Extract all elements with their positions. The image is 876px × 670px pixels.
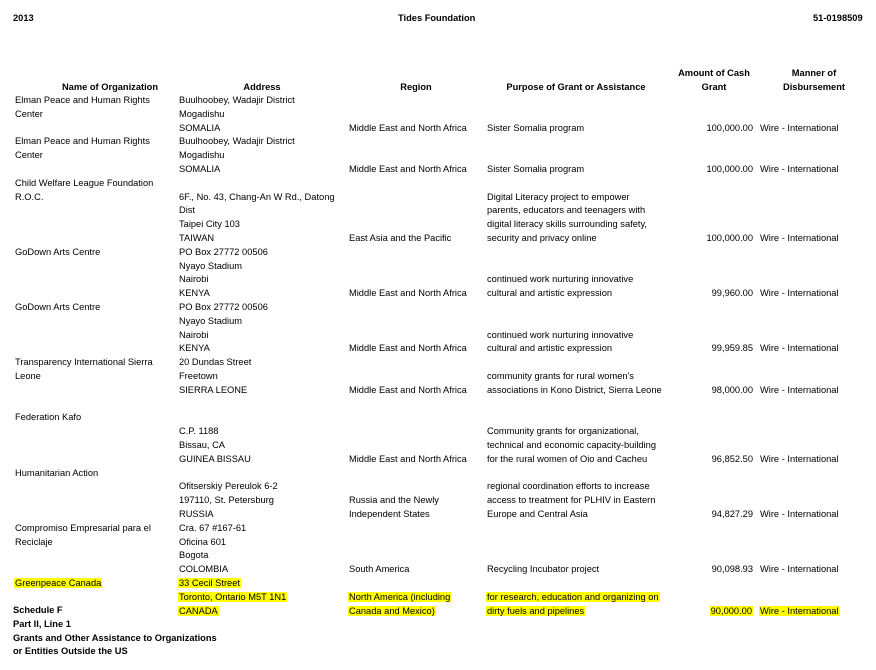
org-name-line: GoDown Arts Centre	[15, 302, 101, 312]
org-name-line: Greenpeace Canada	[15, 578, 102, 588]
disbursement-method: Wire - International	[760, 453, 839, 464]
address-line: C.P. 1188	[179, 426, 219, 437]
address-line: PO Box 27772 00506	[179, 302, 268, 312]
org-name-line: Leone	[15, 371, 41, 381]
address-line: TAIWAN	[179, 233, 215, 243]
address-line: Nyayo Stadium	[179, 315, 243, 326]
disbursement-method: Wire - International	[760, 122, 839, 133]
column-header-purpose: Purpose of Grant or Assistance	[506, 82, 646, 92]
address-line: Buulhoobey, Wadajir District	[179, 95, 295, 105]
org-name-line: Transparency International Sierra	[15, 357, 153, 368]
address-line: SOMALIA	[179, 164, 221, 174]
org-name-line: Center	[15, 150, 43, 161]
region-line: Middle East and North Africa	[349, 343, 467, 354]
purpose-line: digital literacy skills surrounding safety,	[487, 219, 648, 230]
purpose-line: security and privacy online	[487, 233, 597, 243]
address-line: Toronto, Ontario M5T 1N1	[179, 591, 287, 602]
purpose-line: continued work nurturing innovative	[487, 329, 634, 340]
disbursement-method: Wire - International	[760, 605, 839, 616]
purpose-line: Digital Literacy project to empower	[487, 191, 630, 202]
disbursement-method: Wire - International	[760, 509, 839, 519]
footer-line: Grants and Other Assistance to Organizations	[13, 632, 217, 643]
address-line: GUINEA BISSAU	[179, 453, 251, 464]
schedule-footer	[13, 604, 217, 659]
address-line: SIERRA LEONE	[179, 384, 248, 395]
address-line: Buulhoobey, Wadajir District	[179, 136, 295, 147]
grant-amount: 100,000.00	[706, 122, 753, 133]
grant-amount: 100,000.00	[706, 233, 753, 243]
region-line: North America (including	[349, 591, 451, 602]
address-line: KENYA	[179, 288, 210, 299]
address-line: CANADA	[179, 605, 218, 616]
grant-amount: 99,960.00	[711, 288, 753, 299]
address-line: PO Box 27772 00506	[179, 246, 268, 257]
purpose-line: Community grants for organizational,	[487, 426, 639, 437]
org-name-line: Federation Kafo	[15, 412, 82, 423]
address-line: Bogota	[179, 550, 209, 561]
address-line: Nairobi	[179, 274, 209, 285]
region-line: Middle East and North Africa	[349, 453, 467, 464]
address-line: Bissau, CA	[179, 440, 225, 450]
address-line: Mogadishu	[179, 108, 225, 119]
address-line: 197110, St. Petersburg	[179, 495, 274, 506]
footer-line: Part II, Line 1	[13, 618, 71, 629]
purpose-line: parents, educators and teenagers with	[487, 205, 646, 216]
grant-amount: 90,000.00	[710, 605, 752, 616]
purpose-line: regional coordination efforts to increase	[487, 481, 650, 492]
ein-number: 51-0198509	[813, 13, 863, 23]
grant-amount: 96,852.50	[711, 453, 753, 464]
region-line: Canada and Mexico)	[349, 605, 435, 616]
org-name-line: Humanitarian Action	[15, 467, 99, 478]
purpose-line: for the rural women of Oio and Cacheu	[487, 453, 648, 464]
region-line: South America	[349, 564, 410, 575]
purpose-line: associations in Kono District, Sierra Leone	[487, 384, 662, 395]
address-line: KENYA	[179, 343, 210, 354]
disbursement-method: Wire - International	[760, 384, 839, 395]
address-line: 6F., No. 43, Chang-An W Rd., Datong	[179, 191, 335, 202]
org-name-line: Reciclaje	[15, 536, 53, 547]
region-line: Russia and the Newly	[349, 495, 439, 506]
disbursement-method: Wire - International	[760, 164, 839, 174]
purpose-line: for research, education and organizing on	[487, 591, 659, 602]
purpose-line: Recycling Incubator project	[487, 564, 600, 575]
address-line: COLOMBIA	[179, 564, 229, 575]
disbursement-method: Wire - International	[760, 288, 839, 299]
address-line: Mogadishu	[179, 150, 225, 161]
tax-year: 2013	[13, 13, 34, 23]
region-line: East Asia and the Pacific	[349, 233, 452, 243]
disbursement-method: Wire - International	[760, 233, 839, 243]
footer-line: or Entities Outside the US	[13, 646, 128, 657]
region-line: Independent States	[349, 509, 430, 519]
disbursement-method: Wire - International	[760, 564, 839, 575]
address-line: 33 Cecil Street	[179, 578, 240, 588]
region-line: Middle East and North Africa	[349, 288, 467, 299]
region-line: Middle East and North Africa	[349, 164, 467, 174]
purpose-line: access to treatment for PLHIV in Eastern	[487, 495, 656, 506]
address-line: Dist	[179, 205, 196, 216]
grant-amount: 94,827.29	[711, 509, 753, 519]
purpose-line: dirty fuels and pipelines	[487, 605, 585, 616]
grant-amount: 100,000.00	[706, 164, 753, 174]
org-name-line: Elman Peace and Human Rights	[15, 95, 150, 105]
address-line: Oficina 601	[179, 536, 227, 547]
purpose-line: Sister Somalia program	[487, 164, 585, 174]
purpose-line: technical and economic capacity-building	[487, 440, 656, 450]
org-name-line: Elman Peace and Human Rights	[15, 136, 150, 147]
address-line: Freetown	[179, 371, 218, 381]
grant-amount: 90,098.93	[711, 564, 753, 575]
address-line: SOMALIA	[179, 122, 221, 133]
org-name-line: Center	[15, 108, 43, 119]
address-line: Nairobi	[179, 329, 209, 340]
purpose-line: Sister Somalia program	[487, 122, 585, 133]
address-line: Cra. 67 #167-61	[179, 522, 247, 533]
purpose-line: community grants for rural women's	[487, 371, 634, 381]
purpose-line: cultural and artistic expression	[487, 288, 613, 299]
column-header-address: Address	[243, 82, 281, 92]
org-name-line: R.O.C.	[15, 191, 44, 202]
purpose-line: Europe and Central Asia	[487, 509, 588, 519]
address-line: Ofitserskiy Pereulok 6-2	[179, 481, 278, 492]
column-header-name: Name of Organization	[61, 82, 159, 92]
address-line: RUSSIA	[179, 509, 214, 519]
purpose-line: continued work nurturing innovative	[487, 274, 634, 285]
purpose-line: cultural and artistic expression	[487, 343, 613, 354]
grant-amount: 99,959.85	[711, 343, 753, 354]
address-line: 20 Dundas Street	[179, 357, 252, 368]
org-name-line: GoDown Arts Centre	[15, 246, 101, 257]
region-line: Middle East and North Africa	[349, 122, 467, 133]
column-header-manner: Manner of Disbursement	[783, 68, 845, 92]
org-name-line: Compromiso Empresarial para el	[15, 522, 151, 533]
address-line: Nyayo Stadium	[179, 260, 243, 271]
organization-title: Tides Foundation	[398, 13, 476, 23]
column-header-amount: Amount of Cash Grant	[678, 68, 750, 92]
disbursement-method: Wire - International	[760, 343, 839, 354]
grant-amount: 98,000.00	[711, 384, 753, 395]
address-line: Taipei City 103	[179, 219, 240, 230]
region-line: Middle East and North Africa	[349, 384, 467, 395]
org-name-line: Child Welfare League Foundation	[15, 177, 154, 188]
footer-line: Schedule F	[13, 605, 63, 615]
column-header-region: Region	[400, 82, 432, 92]
